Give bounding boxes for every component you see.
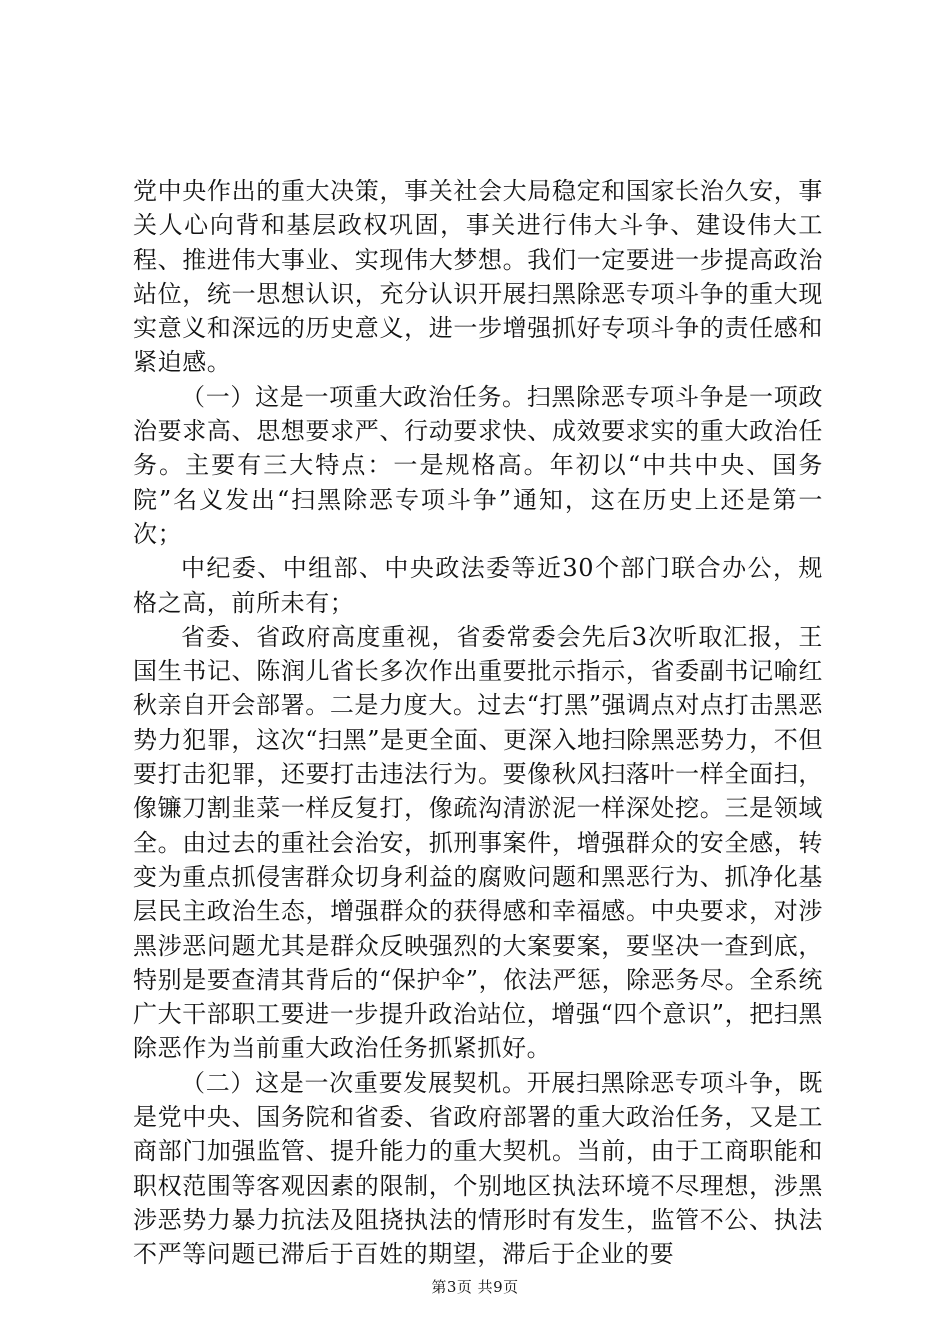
- document-body: [133, 174, 823, 1272]
- paragraph-section-one: （一）这是一项重大政治任务。扫黑除恶专项斗争是一项政治要求高、思想要求严、行动要求快、成效要求实的重大政治任务。主要有三大特点：一是规格高。年初以“中共中央、国务院”名义发出“扫黑除恶专项斗争”通知，这在历史上还是第一次；: [133, 382, 823, 548]
- paragraph-intro: 党中央作出的重大决策，事关社会大局稳定和国家长治久安，事关人心向背和基层政权巩固，事关进行伟大斗争、建设伟大工程、推进伟大事业、实现伟大梦想。我们一定要进一步提高政治站位，统一思想认识，充分认识开展扫黑除恶专项斗争的重大现实意义和深远的历史意义，进一步增强抓好专项斗争的责任感和紧迫感。: [133, 177, 823, 377]
- paragraph-provincial: 省委、省政府高度重视，省委常委会先后3次听取汇报，王国生书记、陈润儿省长多次作出重要批示指示，省委副书记喻红秋亲自开会部署。二是力度大。过去“打黑”强调点对点打击黑恶势力犯罪，这次“扫黑”是更全面、更深入地扫除黑恶势力，不但要打击犯罪，还要打击违法行为。要像秋风扫落叶一样全面扫，像镰刀割韭菜一样反复打，像疏沟清淤泥一样深处挖。三是领域全。由过去的重社会治安，抓刑事案件，增强群众的安全感，转变为重点抓侵害群众切身利益的腐败问题和黑恶行为、抓净化基层民主政治生态，增强群众的获得感和幸福感。中央要求，对涉黑涉恶问题尤其是群众反映强烈的大案要案，要坚决一查到底，特别是要查清其背后的“保护伞”，依法严惩，除恶务尽。全系统广大干部职工要进一步提升政治站位，增强“四个意识”，把扫黑除恶作为当前重大政治任务抓紧抓好。: [133, 622, 823, 1063]
- page-number-footer: 第3页 共9页: [431, 1278, 519, 1296]
- paragraph-departments: 中纪委、中组部、中央政法委等近30个部门联合办公，规格之高，前所未有；: [133, 554, 823, 617]
- paragraph-section-two: （二）这是一次重要发展契机。开展扫黑除恶专项斗争，既是党中央、国务院和省委、省政府部署的重大政治任务，又是工商部门加强监管、提升能力的重大契机。当前，由于工商职能和职权范围等客观因素的限制，个别地区执法环境不尽理想，涉黑涉恶势力暴力抗法及阻挠执法的情形时有发生，监管不公、执法不严等问题已滞后于百姓的期望，滞后于企业的要: [133, 1068, 823, 1269]
